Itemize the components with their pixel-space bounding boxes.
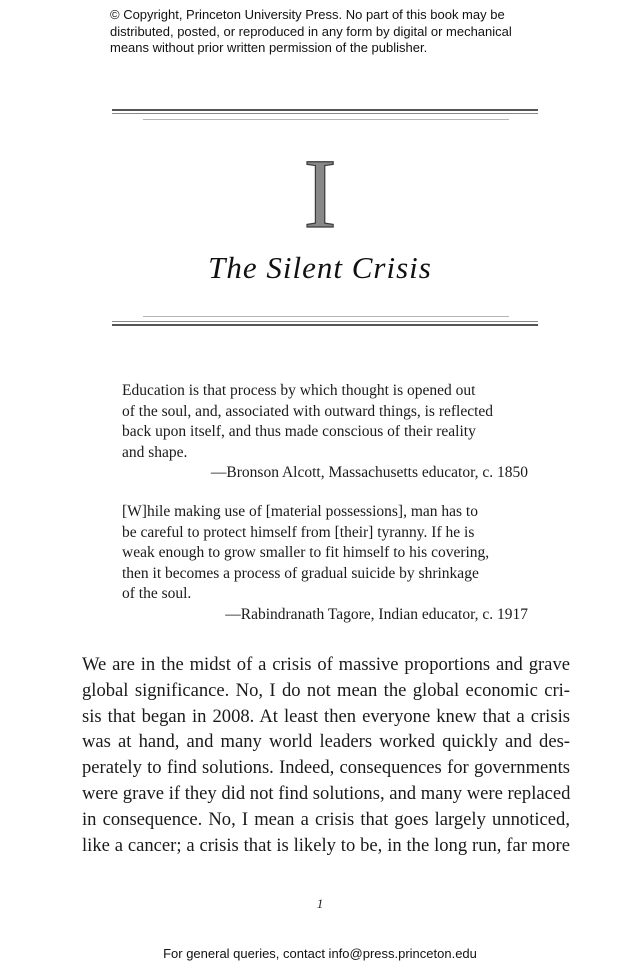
epigraph-alcott — [122, 381, 532, 484]
top-rule-thick — [112, 109, 538, 111]
chapter-title: The Silent Crisis — [208, 250, 432, 285]
copyright-line: © Copyright, Princeton University Press. No part of this book may be — [110, 7, 505, 22]
epigraph-line: back upon itself, and thus made conscious of their reality — [122, 423, 476, 440]
body-line: sis that began in 2008. At least then everyone knew that a crisis — [82, 705, 570, 727]
copyright-line: means without prior written permission of the publisher. — [110, 40, 428, 55]
epigraph-attribution: —Rabindranath Tagore, Indian educator, c. 1917 — [225, 605, 528, 623]
copyright-notice — [110, 7, 560, 57]
epigraph-line: be careful to protect himself from [their] tyranny. If he is — [122, 523, 475, 541]
body-line: We are in the midst of a crisis of massive proportions and grave — [82, 654, 570, 675]
epigraph-line: of the soul. — [122, 585, 192, 602]
body-line: were grave if they did not find solutions, and many were replaced — [82, 782, 571, 804]
bottom-rule-thick — [112, 324, 538, 326]
bottom-rule-thin — [112, 321, 538, 322]
epigraph-line: weak enough to grow smaller to fit himself to his covering, — [122, 544, 490, 561]
body-paragraph — [82, 652, 570, 858]
epigraph-line: [W]hile making use of [material possessions], man has to — [122, 503, 478, 520]
epigraph-attribution: —Bronson Alcott, Massachusetts educator, c. 1850 — [210, 464, 528, 481]
body-line: global significance. No, I do not mean the global economic cri- — [82, 679, 570, 701]
body-line: was at hand, and many world leaders worked quickly and des- — [82, 731, 570, 753]
top-rule-short — [143, 119, 509, 120]
epigraph-tagore — [122, 502, 532, 625]
body-line: like a cancer; a crisis that is likely to be, in the long run, far more — [82, 834, 570, 856]
epigraph-line: and shape. — [122, 443, 188, 461]
epigraph-line: then it becomes a process of gradual suicide by shrinkage — [122, 564, 479, 582]
top-rule-thin — [112, 113, 538, 114]
body-line: perately to find solutions. Indeed, consequences for governments — [82, 757, 570, 779]
page-number: 1 — [316, 896, 324, 911]
chapter-number: I — [303, 138, 337, 249]
copyright-line: distributed, posted, or reproduced in any form by digital or mechanical — [110, 23, 512, 39]
bottom-rule-short — [143, 316, 509, 317]
body-line: in consequence. No, I mean a crisis that goes largely unnoticed, — [82, 808, 570, 830]
footer-contact: For general queries, contact info@press.princeton.edu — [163, 946, 477, 961]
epigraph-line: of the soul, and, associated with outward things, is reflected — [122, 402, 494, 420]
epigraph-line: Education is that process by which thought is opened out — [122, 382, 476, 399]
